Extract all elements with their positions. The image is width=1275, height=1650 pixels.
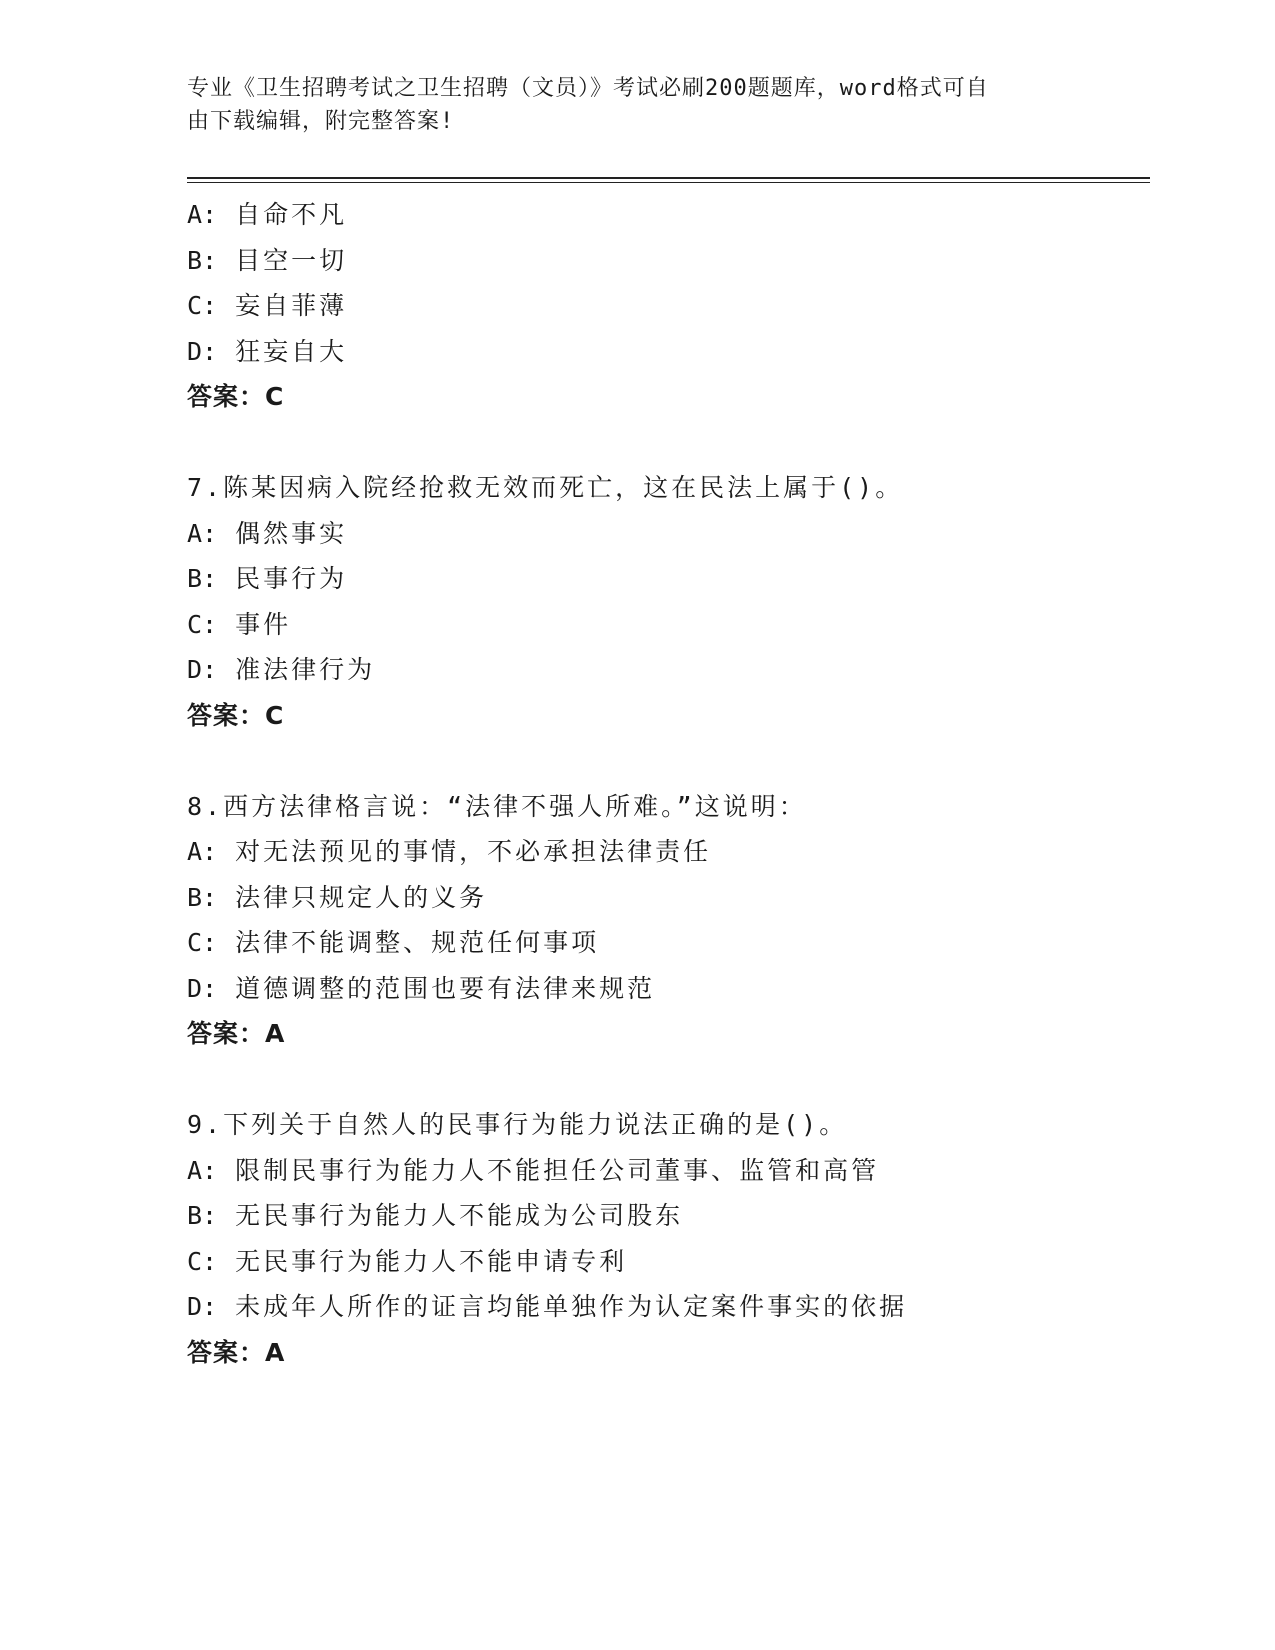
answer-line: 答案：A xyxy=(187,1337,286,1367)
option-b: B: 民事行为 xyxy=(187,564,348,593)
option-d: D: 狂妄自大 xyxy=(187,336,348,366)
header-divider-thin xyxy=(187,182,1150,183)
option-a: A: 自命不凡 xyxy=(187,200,348,229)
option-a: A: 限制民事行为能力人不能担任公司董事、监管和高管 xyxy=(187,1155,880,1185)
question-8-block xyxy=(187,784,1150,1057)
option-d: D: 未成年人所作的证言均能单独作为认定案件事实的依据 xyxy=(187,1292,908,1321)
question-stem: 7.陈某因病入院经抢救无效而死亡，这在民法上属于()。 xyxy=(187,473,904,502)
option-d: D: 准法律行为 xyxy=(187,655,376,684)
header-title-line-1: 专业《卫生招聘考试之卫生招聘（文员）》考试必刷200题题库，word格式可自 xyxy=(187,76,989,101)
prev-question-block xyxy=(187,192,1150,420)
document-header xyxy=(187,72,1087,138)
question-7-block xyxy=(187,465,1150,738)
option-d: D: 道德调整的范围也要有法律来规范 xyxy=(187,973,656,1003)
question-list xyxy=(187,192,1150,1375)
answer-line: 答案：C xyxy=(187,382,285,411)
option-a: A: 偶然事实 xyxy=(187,518,348,548)
option-c: C: 无民事行为能力人不能申请专利 xyxy=(187,1246,628,1276)
header-title-line-2: 由下载编辑，附完整答案! xyxy=(187,109,455,134)
question-stem: 8.西方法律格言说：“法律不强人所难。”这说明： xyxy=(187,791,807,821)
answer-line: 答案：A xyxy=(187,1019,286,1048)
question-stem: 9.下列关于自然人的民事行为能力说法正确的是()。 xyxy=(187,1110,848,1139)
option-c: C: 事件 xyxy=(187,609,292,639)
option-b: B: 法律只规定人的义务 xyxy=(187,882,488,912)
option-c: C: 法律不能调整、规范任何事项 xyxy=(187,928,600,957)
option-b: B: 目空一切 xyxy=(187,245,348,275)
header-divider xyxy=(187,177,1150,179)
option-b: B: 无民事行为能力人不能成为公司股东 xyxy=(187,1201,684,1230)
question-9-block xyxy=(187,1102,1150,1375)
option-a: A: 对无法预见的事情，不必承担法律责任 xyxy=(187,837,712,866)
option-c: C: 妄自菲薄 xyxy=(187,291,348,320)
answer-line: 答案：C xyxy=(187,700,285,730)
